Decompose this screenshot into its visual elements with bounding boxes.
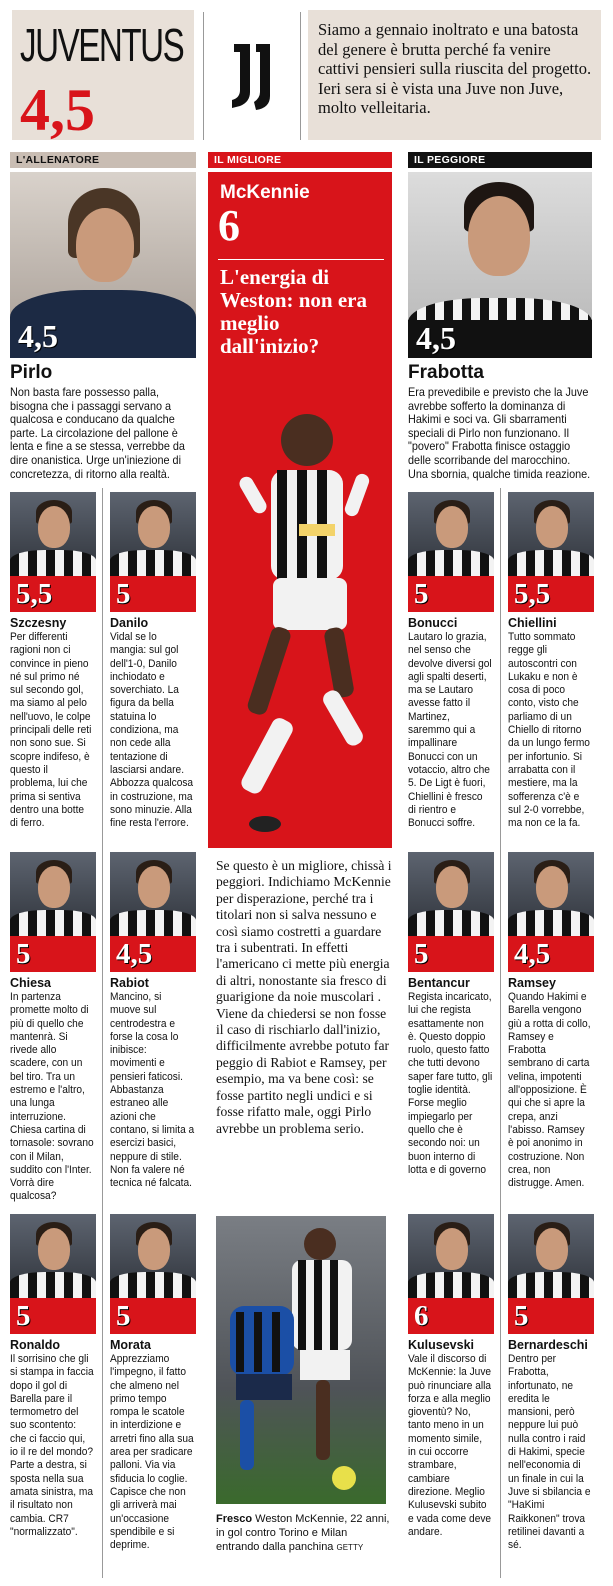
- player-photo: [408, 852, 494, 936]
- player-name: Bentancur: [408, 976, 470, 990]
- best-name: McKennie: [220, 182, 310, 203]
- header-divider: [203, 12, 204, 140]
- player-vote: 4,5: [514, 938, 551, 970]
- player-name: Morata: [110, 1338, 151, 1352]
- player-vote: 5: [414, 938, 429, 970]
- worst-name: Frabotta: [408, 362, 484, 383]
- player-text: Lautaro lo grazia, nel senso che devolve diversi gol agli spalti deserti, ma se Lautaro avesse fatto il Martinez, saremmo qui a impallinare Bonucci con un votaccio, altro che 5. De Ligt è fuori, Chiellini è fresco di rientro e Bonucci soffre.: [408, 631, 492, 830]
- caption-credit: GETTY: [336, 1543, 364, 1552]
- player-vote: 5: [16, 938, 31, 970]
- player-photo: [110, 852, 196, 936]
- player-text: Il sorrisino che gli si stampa in faccia dopo il gol di Barella pare il termometro del suo scontento: che ci faccio qui, io il re del mondo? Parte a destra, si sposta nella sua amata sinistra, ma il risultato non cambia. CR7 "normalizzato".: [10, 1353, 94, 1538]
- player-vote: 5: [116, 1300, 131, 1332]
- player-photo: [10, 1214, 96, 1298]
- player-name: Kulusevski: [408, 1338, 475, 1352]
- player-name: Ramsey: [508, 976, 556, 990]
- best-vote: 6: [218, 201, 240, 250]
- best-caption: [216, 1512, 392, 1555]
- player-photo: [508, 492, 594, 576]
- column-divider: [500, 488, 501, 1578]
- player-name: Rabiot: [110, 976, 149, 990]
- column-divider: [102, 488, 103, 1578]
- intro-text: Siamo a gennaio inoltrato e una batosta del genere è brutta perché fa venire cattivi pensieri sulla riuscita del progetto. Ieri sera si è vista una Juve non Juve, molto velleitaria.: [318, 20, 592, 117]
- header-team-box: [12, 10, 194, 143]
- player-name: Danilo: [110, 616, 149, 630]
- section-coach: L'ALLENATORE: [10, 152, 196, 168]
- player-vote: 5,5: [16, 578, 53, 610]
- caption-bold: Fresco: [216, 1513, 253, 1525]
- player-photo: [408, 492, 494, 576]
- player-name: Ronaldo: [10, 1338, 60, 1352]
- player-name: Chiellini: [508, 616, 557, 630]
- player-vote: 5: [514, 1300, 529, 1332]
- coach-text: Non basta fare possesso palla, bisogna che i passaggi servano a qualcosa e conducano da qualche parte. La circolazione del pallone è lenta e fine a se stessa, verrebbe da dire onanistica. Urge un'iniezione di concretezza, di ritorno alla realtà.: [10, 385, 185, 481]
- player-text: Mancino, si muove sul centrodestra e forse la cosa lo inibisce: movimenti e pensieri faticosi. Abbastanza estraneo alle azioni che contano, si limita a esercizi basici, neppure di stile. Non fa valere né tecnica né falcata.: [110, 991, 195, 1190]
- player-photo: [10, 492, 96, 576]
- player-text: Vale il discorso di McKennie: la Juve può rinunciare alla forza e alla meglio gioventù? No, tanto meno in un momento simile, in cui occorre strambare, cambiare direzione. Meglio Kulusevski subito e vada come deve andare.: [408, 1353, 492, 1538]
- team-score: 4,5: [20, 77, 95, 143]
- player-photo: [110, 1214, 196, 1298]
- coach-photo: [10, 172, 196, 358]
- player-vote: 5: [414, 578, 429, 610]
- coach-vote: 4,5: [18, 318, 58, 354]
- header-divider: [300, 12, 301, 140]
- player-text: Apprezziamo l'impegno, il fatto che almeno nel primo tempo rompa le scatole in interdizione e arretri fino alla sua area per sradicare palloni. Via via sfiducia lo coglie. Capisce che non gli arriverà mai un'occasione spendibile e si deprime.: [110, 1353, 194, 1552]
- section-worst: IL PEGGIORE: [408, 152, 592, 168]
- team-name: JUVENTUS: [20, 19, 184, 71]
- player-photo: [508, 1214, 594, 1298]
- player-name: Bonucci: [408, 616, 458, 630]
- juventus-logo-icon: [226, 40, 278, 112]
- player-text: Regista incaricato, lui che regista esattamente non è. Questo doppio ruolo, questo fatto che tutti devono saper fare tutto, gli toglie identità. Forse meglio impiegarlo per quello che è secondo noi: un buon interno di lotta e di governo: [408, 991, 493, 1176]
- best-title: L'energia di Weston: non era meglio dall'inizio?: [220, 265, 367, 358]
- player-vote: 5,5: [514, 578, 551, 610]
- worst-photo: [408, 172, 592, 358]
- player-vote: 6: [414, 1300, 429, 1332]
- coach-name: Pirlo: [10, 362, 53, 383]
- player-vote: 5: [116, 578, 131, 610]
- player-text: Per differenti ragioni non ci convince in pieno né sul primo né sul secondo gol, ma siamo al pelo nell'uovo, le colpe principali delle reti non sono sue. Si scopre indifeso, è questo il problema, lui che prima si sentiva dentro una botte di ferro.: [10, 631, 92, 830]
- player-text: Tutto sommato regge gli autoscontri con Lukaku e non è cosa di poco conto, visto che parliamo di un Chiello di ritorno da un lungo fermo per infortunio. Si arrabatta con il mestiere, ma la sofferenza c'è e sul 2-0 vorrebbe, ma non ce la fa.: [508, 631, 590, 830]
- caption-text: Weston McKennie, 22 anni, in gol contro Torino e Milan entrando dalla panchina: [216, 1513, 390, 1553]
- worst-vote: 4,5: [416, 320, 456, 356]
- worst-text: Era prevedibile e previsto che la Juve avrebbe sofferto la dominanza di Hakimi e soci va. Gli sbarramenti speciali di Pirlo non funzionano. Il "povero" Frabotta finisce ostaggio delle scorribande del marocchino. Una sbornia, qualche timida reazione.: [408, 385, 591, 481]
- player-name: Szczesny: [10, 616, 67, 630]
- player-photo: [508, 852, 594, 936]
- best-divider: [218, 259, 384, 260]
- best-photo: [215, 392, 385, 842]
- section-best: IL MIGLIORE: [208, 152, 392, 168]
- player-name: Bernardeschi: [508, 1338, 588, 1352]
- player-text: Vidal se lo mangia: sul gol dell'1-0, Danilo inchiodato e soverchiato. La figura da bella statuina lo condiziona, ma non cede alla tentazione di lasciarsi andare. Abbozza qualcosa in costruzione, ma sono minuzie. Alla fine resta l'errore.: [110, 631, 194, 830]
- player-text: Quando Hakimi e Barella vengono giù a rotta di collo, Ramsey e Frabotta sembrano di carta velina, impotenti all'opposizione. È qui che si apre la crepa, anzi l'abisso. Ramsey è poi anonimo in costruzione. Non crea, non distrugge. Amen.: [508, 991, 591, 1190]
- player-vote: 4,5: [116, 938, 153, 970]
- best-body: Se questo è un migliore, chissà i peggiori. Indichiamo McKennie per disperazione, perché tra i titolari non si salva nessuno e così siamo costretti a guardare tra i subentrati. In effetti l'americano ci mette più energia di altri, nonostante sia fresco di guarigione da noie muscolari . Viene da chiedersi se non fosse il caso di rischiarlo dall'inizio, difficilmente avrebbe potuto far peggio di Rabiot e Ramsey, per esempio, ma va bene così: se fosse partito negli undici e si fosse rifatto male, oggi Pirlo avrebbe un problema serio.: [216, 858, 392, 1136]
- player-text: In partenza promette molto di più di quello che mantenrà. Si rivede allo scadere, con un bel tiro. Tra un estremo e l'altro, una lunga interruzione. Chiesa cartina di tornasole: sovrano con il Milan, suddito con l'Inter. Vorrà dire qualcosa?: [10, 991, 94, 1203]
- player-vote: 5: [16, 1300, 31, 1332]
- player-photo: [408, 1214, 494, 1298]
- player-name: Chiesa: [10, 976, 51, 990]
- best-photo-2: [216, 1216, 386, 1504]
- player-text: Dentro per Frabotta, infortunato, ne eredita le mansioni, però neppure lui può nulla contro i raid di Hakimi, specie nell'economia di un finale in cui la Juve si sbilancia e "HaKimi Raikkonen" trova retilinei davanti a sé.: [508, 1353, 591, 1552]
- player-photo: [110, 492, 196, 576]
- player-photo: [10, 852, 96, 936]
